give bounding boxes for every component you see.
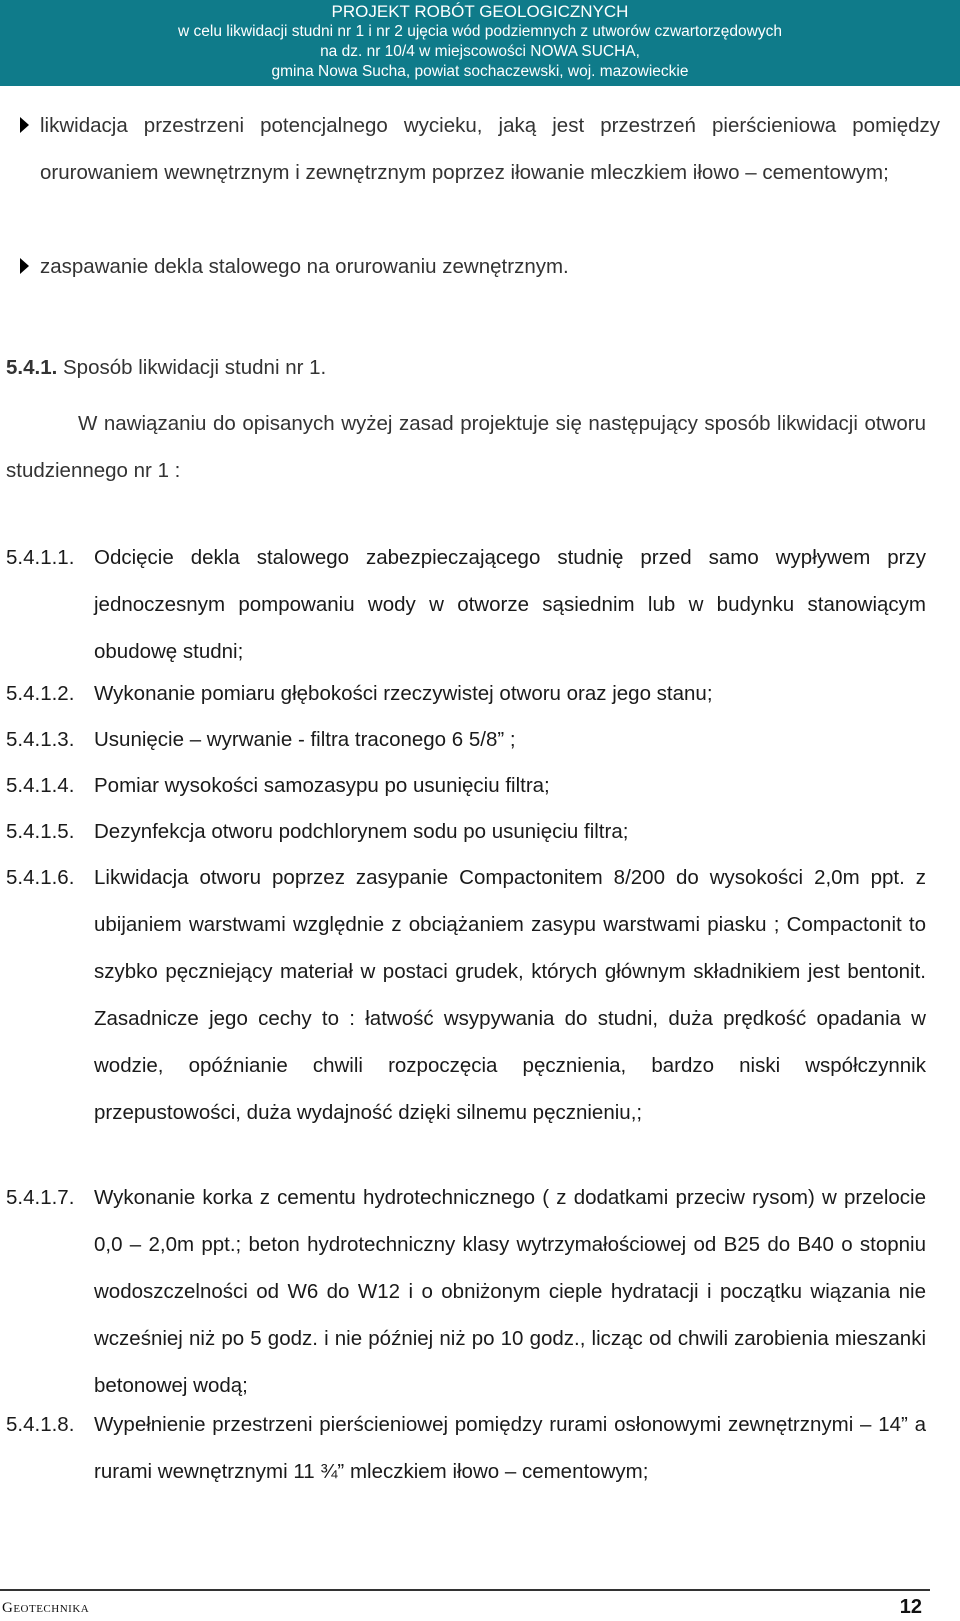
list-item xyxy=(6,808,926,855)
triangle-bullet-icon xyxy=(20,117,29,133)
item-number: 5.4.1.2. xyxy=(6,682,75,705)
bullet-text: zaspawanie dekla stalowego na orurowaniu zewnętrznym. xyxy=(40,255,569,278)
item-text: Wypełnienie przestrzeni pierścieniowej pomiędzy rurami osłonowymi zewnętrznymi – 14” a rurami wewnętrznymi 11 ¾” mleczkiem iłowo – cementowym; xyxy=(94,1413,926,1483)
list-item xyxy=(6,534,926,675)
footer-divider xyxy=(0,1589,930,1591)
bullet-item xyxy=(20,102,940,196)
list-item xyxy=(6,1174,926,1409)
bullet-item xyxy=(20,243,940,290)
item-number: 5.4.1.7. xyxy=(6,1186,75,1209)
item-number: 5.4.1.3. xyxy=(6,728,75,751)
section-number: 5.4.1. xyxy=(6,356,58,379)
header-subtitle: w celu likwidacji studni nr 1 i nr 2 ujęcia wód podziemnych z utworów czwartorzędowych xyxy=(178,23,782,40)
triangle-bullet-icon xyxy=(20,258,29,274)
item-text: Usunięcie – wyrwanie - filtra traconego 6 5/8” ; xyxy=(94,728,516,751)
bullet-text: likwidacja przestrzeni potencjalnego wycieku, jaką jest przestrzeń pierścieniowa pomiędzy orurowaniem wewnętrznym i zewnętrznym poprzez iłowanie mleczkiem iłowo – cementowym; xyxy=(40,114,940,184)
item-text: Pomiar wysokości samozasypu po usunięciu filtra; xyxy=(94,774,550,797)
item-text: Wykonanie korka z cementu hydrotechnicznego ( z dodatkami przeciw rysom) w przelocie 0,0 – 2,0m ppt.; beton hydrotechniczny klasy wytrzymałościowej od B25 do B40 o stopniu wodoszczelności od W6 do W12 i o obniżonym cieple hydratacji i początku wiązania nie wcześniej niż po 5 godz. i nie później niż po 10 godz., licząc od chwili zarobienia mieszanki betonowej wodą; xyxy=(94,1186,926,1397)
item-text: Likwidacja otworu poprzez zasypanie Compactonitem 8/200 do wysokości 2,0m ppt. z ubijaniem warstwami względnie z obciążaniem zasypu warstwami piasku ; Compactonit to szybko pęczniejący materiał w postaci grudek, których głównym składnikiem jest bentonit. Zasadnicze jego cechy to : łatwość wsypywania do studni, duża prędkość opadania w wodzie, opóźnianie chwili rozpoczęcia pęcznienia, bardzo niski współczynnik przepustowości, duża wydajność dzięki silnemu pęcznieniu,; xyxy=(94,866,926,1124)
header-location: na dz. nr 10/4 w miejscowości NOWA SUCHA, xyxy=(320,43,640,60)
intro-paragraph: W nawiązaniu do opisanych wyżej zasad projektuje się następujący sposób likwidacji otworu studziennego nr 1 : xyxy=(6,412,926,482)
header-title: PROJEKT ROBÓT GEOLOGICZNYCH xyxy=(331,2,629,21)
list-item xyxy=(6,762,926,809)
item-text: Odcięcie dekla stalowego zabezpieczającego studnię przed samo wypływem przy jednoczesnym pompowaniu wody w otworze sąsiednim lub w budynku stanowiącym obudowę studni; xyxy=(94,546,926,663)
list-item xyxy=(6,716,926,763)
footer-brand: Geotechnika xyxy=(2,1600,90,1616)
list-item xyxy=(6,854,926,1136)
page-number: 12 xyxy=(899,1596,922,1618)
item-number: 5.4.1.5. xyxy=(6,820,75,843)
item-text: Dezynfekcja otworu podchlorynem sodu po usunięciu filtra; xyxy=(94,820,629,843)
item-number: 5.4.1.1. xyxy=(6,546,75,569)
item-number: 5.4.1.8. xyxy=(6,1413,75,1436)
header-region: gmina Nowa Sucha, powiat sochaczewski, woj. mazowieckie xyxy=(271,63,689,80)
section-title: Sposób likwidacji studni nr 1. xyxy=(57,356,327,379)
list-item xyxy=(6,1401,926,1495)
item-number: 5.4.1.6. xyxy=(6,866,75,889)
list-item xyxy=(6,670,926,717)
item-number: 5.4.1.4. xyxy=(6,774,75,797)
section-heading xyxy=(6,353,326,383)
item-text: Wykonanie pomiaru głębokości rzeczywistej otworu oraz jego stanu; xyxy=(94,682,713,705)
